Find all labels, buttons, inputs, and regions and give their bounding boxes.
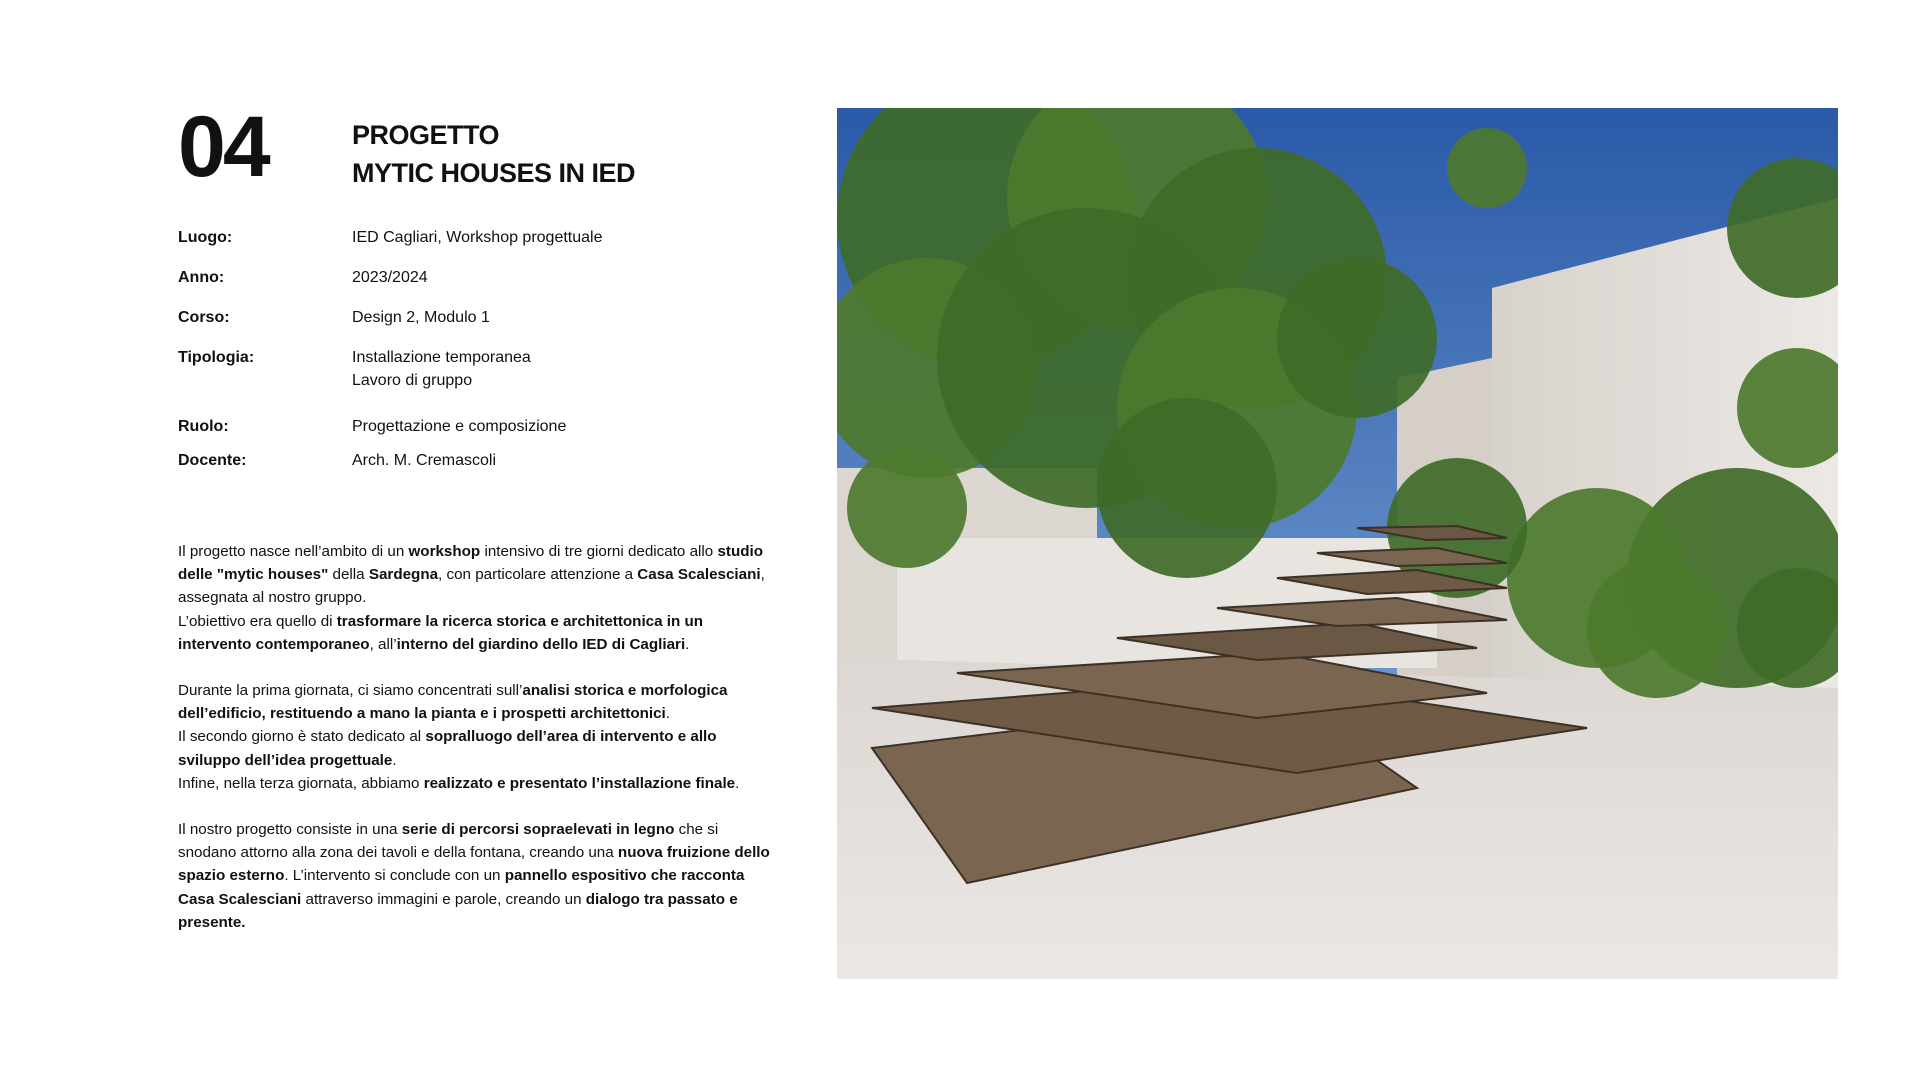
detail-label: Corso: — [178, 309, 230, 326]
project-render-image — [837, 108, 1838, 979]
description-paragraph-3: Il nostro progetto consiste in una serie di percorsi sopraelevati in legno che si snodano attorno alla zona dei tavoli e della fontana, creando una nuova fruizione dello spazio esterno. L’intervento si conclude con un pannello espositivo che racconta Casa Scalesciani attraverso immagini e parole, creando un dialogo tra passato e presente. — [178, 821, 770, 931]
description-paragraph-2: Durante la prima giornata, ci siamo concentrati sull’analisi storica e morfologica dell’edificio, restituendo a mano la pianta e i prospetti architettonici. Il secondo giorno è stato dedicato al sopralluogo dell’area di intervento e allo sviluppo dell’idea progettuale. Infine, nella terza giornata, abbiamo realizzato e presentato l’installazione finale. — [178, 682, 740, 792]
description-paragraph-1: Il progetto nasce nell’ambito di un workshop intensivo di tre giorni dedicato allo studio delle "mytic houses" della Sardegna, con particolare attenzione a Casa Scalesciani, assegnata al nostro gruppo. L’obiettivo era quello di trasformare la ricerca storica e architettonica in un intervento contemporaneo, all’interno del giardino dello IED di Cagliari. — [178, 543, 765, 653]
project-description — [178, 540, 770, 957]
detail-label: Tipologia: — [178, 349, 255, 366]
detail-value: Design 2, Modulo 1 — [352, 309, 490, 326]
project-title-line1: PROGETTO — [352, 120, 500, 150]
detail-value: Progettazione e composizione — [352, 418, 567, 435]
foliage-blob — [1097, 398, 1277, 578]
foliage-blob — [847, 448, 967, 568]
detail-label: Anno: — [178, 269, 225, 286]
project-title — [352, 116, 635, 192]
project-title-line2: MYTIC HOUSES IN IED — [352, 158, 636, 188]
detail-value-secondary: Lavoro di gruppo — [352, 372, 473, 389]
foliage-blob — [1447, 128, 1527, 208]
foliage-blob — [1277, 258, 1437, 418]
foliage-blob — [1587, 558, 1727, 698]
project-number: 04 — [178, 99, 268, 195]
detail-label: Ruolo: — [178, 418, 229, 435]
garden-stairs-render — [837, 108, 1838, 979]
detail-value: Installazione temporanea — [352, 349, 531, 366]
detail-label: Docente: — [178, 452, 247, 469]
detail-value: IED Cagliari, Workshop progettuale — [352, 229, 603, 246]
detail-label: Luogo: — [178, 229, 233, 246]
detail-value: Arch. M. Cremascoli — [352, 452, 497, 469]
detail-value: 2023/2024 — [352, 269, 428, 286]
